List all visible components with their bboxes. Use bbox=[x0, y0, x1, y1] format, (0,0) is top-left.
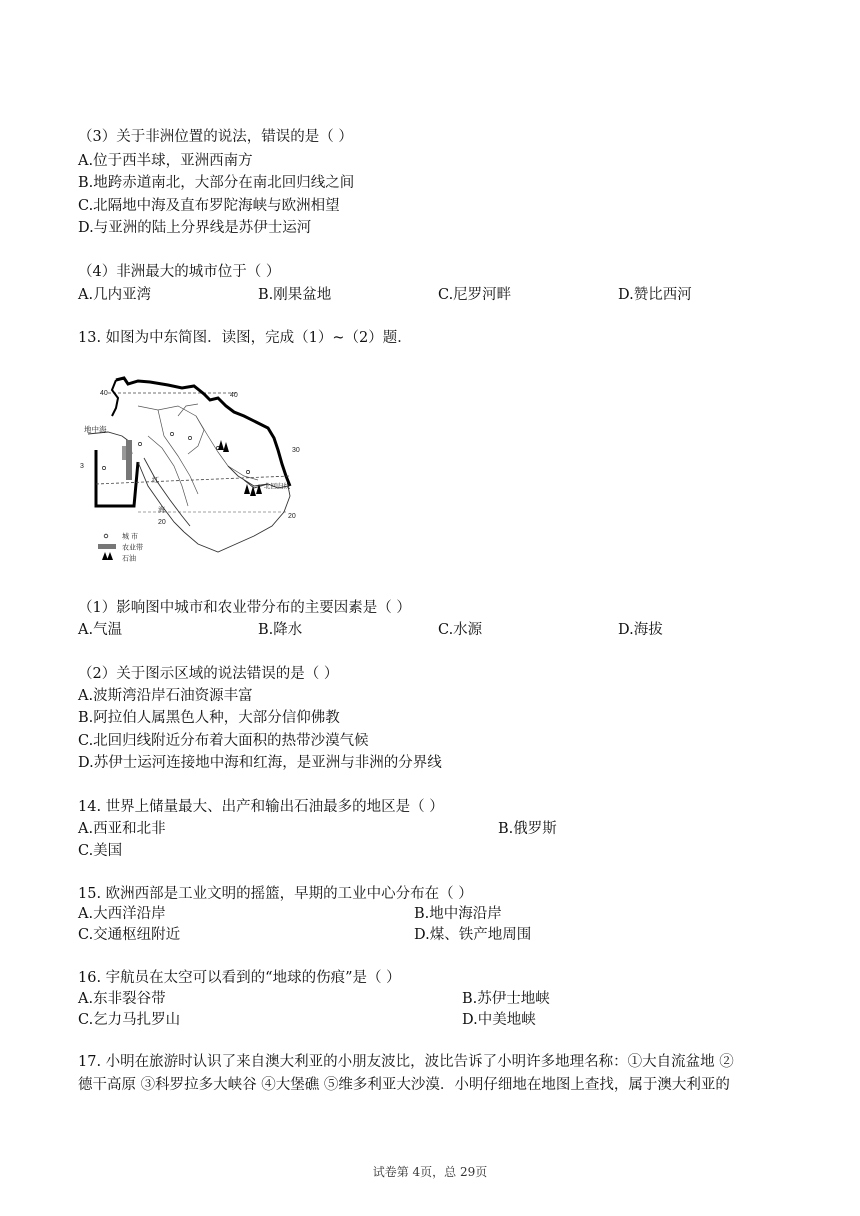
q12-4-option-a: A.几内亚湾 bbox=[78, 287, 152, 303]
q13-2-option-b: B.阿拉伯人属黑色人种，大部分信仰佛教 bbox=[78, 710, 340, 726]
q17-line-1: 17. 小明在旅游时认识了来自澳大利亚的小朋友波比，波比告诉了小明许多地理名称：①大自流盆地 ② bbox=[78, 1054, 734, 1070]
q12-3-option-b: B.地跨赤道南北，大部分在南北回归线之间 bbox=[78, 175, 355, 191]
map-label-sea-char: 海 bbox=[158, 507, 165, 514]
q13-1-option-c: C.水源 bbox=[438, 622, 483, 638]
q15-option-b: B.地中海沿岸 bbox=[414, 906, 502, 922]
q17-line-2: 德干高原 ③科罗拉多大峡谷 ④大堡礁 ⑤维多利亚大沙漠．小明仔细地在地图上查找，属于澳大利亚的 bbox=[78, 1077, 730, 1093]
q13-1-option-b: B.降水 bbox=[258, 622, 303, 638]
q13-2-option-c: C.北回归线附近分布着大面积的热带沙漠气候 bbox=[78, 733, 369, 749]
q13-2-stem: （2）关于图示区域的说法错误的是（ ） bbox=[78, 666, 339, 682]
q12-4-option-b: B.刚果盆地 bbox=[258, 287, 332, 303]
q12-3-option-a: A.位于西半球，亚洲西南方 bbox=[78, 153, 253, 169]
map-label-tropic: 北回归线 bbox=[264, 483, 290, 490]
middle-east-map bbox=[78, 376, 318, 572]
q13-1-stem: （1）影响图中城市和农业带分布的主要因素是（ ） bbox=[78, 600, 411, 616]
q16-option-c: C.乞力马扎罗山 bbox=[78, 1012, 181, 1028]
q14-stem: 14. 世界上储量最大、出产和输出石油最多的地区是（ ） bbox=[78, 799, 444, 815]
q16-option-d: D.中美地峡 bbox=[462, 1012, 536, 1028]
q12-3-option-d: D.与亚洲的陆上分界线是苏伊士运河 bbox=[78, 220, 312, 236]
map-label-lat40-left: 40 bbox=[100, 390, 108, 397]
svg-text:3: 3 bbox=[80, 463, 84, 470]
q15-option-a: A.大西洋沿岸 bbox=[78, 906, 166, 922]
q16-option-a: A.东非裂谷带 bbox=[78, 991, 166, 1007]
map-label-lat20-left: 20 bbox=[158, 519, 166, 526]
q13-1-option-d: D.海拔 bbox=[618, 622, 663, 638]
legend-oil-label: 石油 bbox=[122, 555, 136, 563]
q13-2-option-a: A.波斯湾沿岸石油资源丰富 bbox=[78, 688, 253, 704]
q14-option-b: B.俄罗斯 bbox=[498, 821, 557, 837]
q15-stem: 15. 欧洲西部是工业文明的摇篮，早期的工业中心分布在（ ） bbox=[78, 886, 473, 902]
map-legend bbox=[98, 532, 143, 563]
q12-3-stem: （3）关于非洲位置的说法，错误的是（ ） bbox=[78, 129, 353, 145]
map-label-lon30: 30 bbox=[292, 447, 300, 454]
q15-option-c: C.交通枢纽附近 bbox=[78, 927, 181, 943]
q12-4-stem: （4）非洲最大的城市位于（ ） bbox=[78, 264, 281, 280]
q15-option-d: D.煤、铁产地周围 bbox=[414, 927, 532, 943]
map-label-lat40-right: 40 bbox=[230, 392, 238, 399]
q16-stem: 16. 宇航员在太空可以看到的“地球的伤痕”是（ ） bbox=[78, 970, 401, 986]
q16-option-b: B.苏伊士地峡 bbox=[462, 991, 550, 1007]
legend-farm-label: 农业带 bbox=[122, 544, 143, 552]
map-label-red-sea: 红 bbox=[152, 477, 159, 484]
legend-city-label: 城 市 bbox=[122, 533, 138, 541]
q13-2-option-d: D.苏伊士运河连接地中海和红海，是亚洲与非洲的分界线 bbox=[78, 755, 442, 771]
q14-option-c: C.美国 bbox=[78, 843, 123, 859]
q12-4-option-c: C.尼罗河畔 bbox=[438, 287, 512, 303]
q13-stem: 13. 如图为中东简图．读图，完成（1）~（2）题． bbox=[78, 330, 412, 346]
q14-option-a: A.西亚和北非 bbox=[78, 821, 166, 837]
q12-3-option-c: C.北隔地中海及直布罗陀海峡与欧洲相望 bbox=[78, 198, 340, 214]
map-label-lat20-right: 20 bbox=[288, 513, 296, 520]
q12-4-option-d: D.赞比西河 bbox=[618, 287, 692, 303]
q13-1-option-a: A.气温 bbox=[78, 622, 123, 638]
map-label-mediterranean: 地中海 bbox=[84, 425, 107, 434]
page-footer: 试卷第 4页，总 29页 bbox=[372, 1165, 488, 1179]
